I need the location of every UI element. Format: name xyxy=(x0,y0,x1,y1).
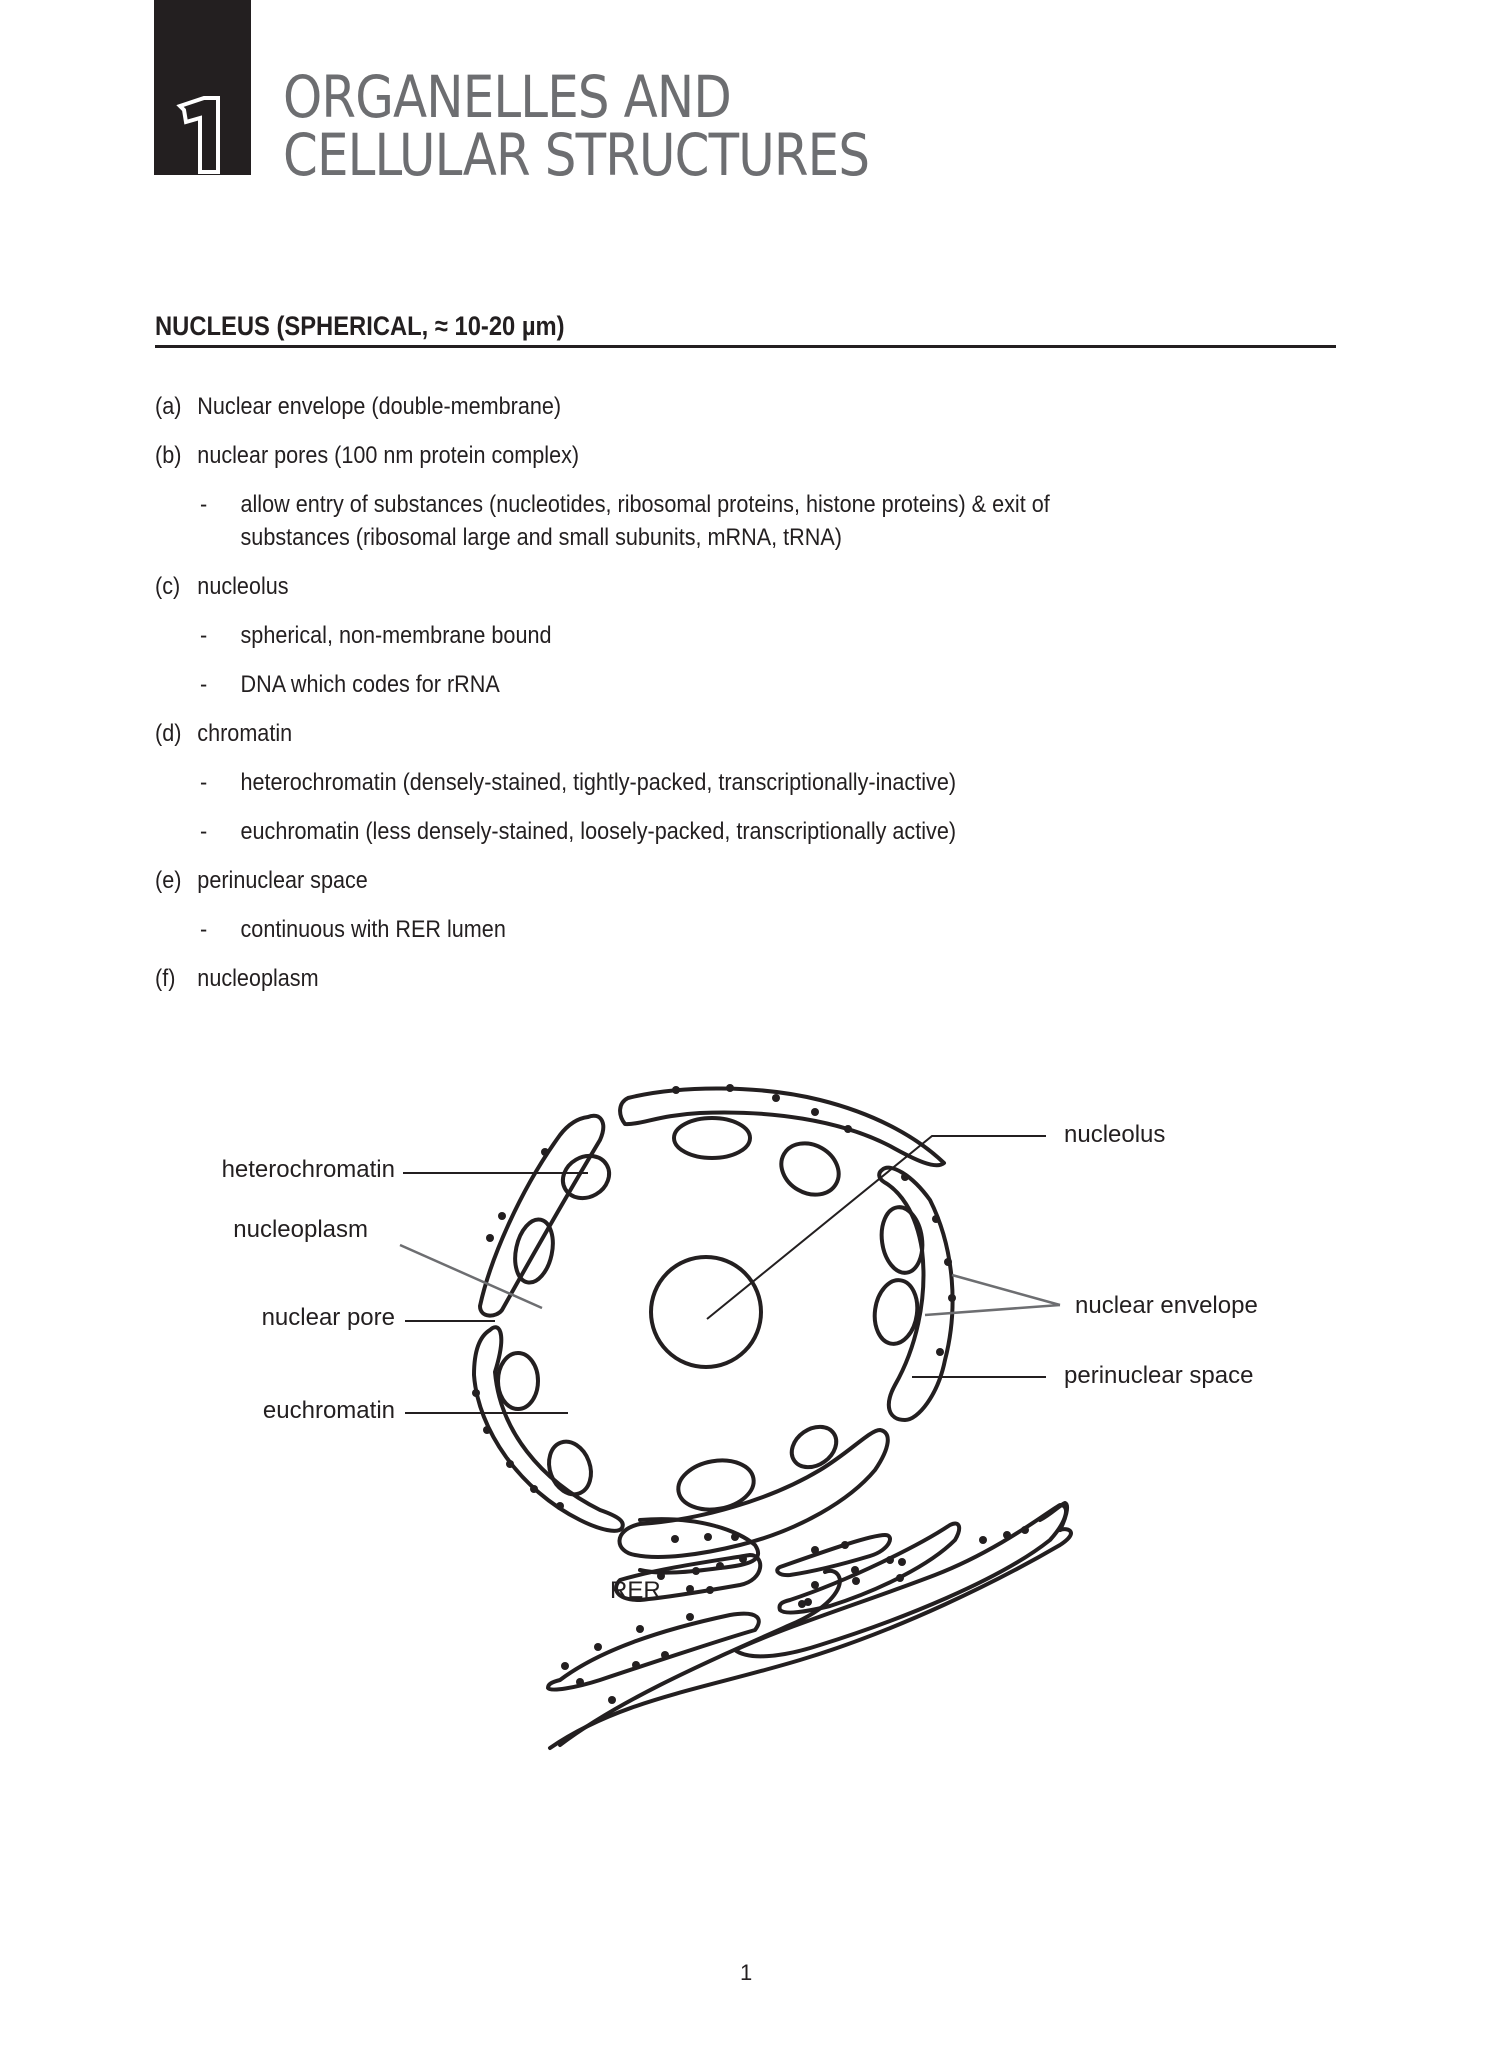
chromatin-blob xyxy=(674,1118,750,1158)
label-perinuclear-space: perinuclear space xyxy=(1064,1362,1254,1389)
label-rer: RER xyxy=(610,1577,661,1604)
item-text: substances (ribosomal large and small subunits, mRNA, tRNA) xyxy=(240,524,842,551)
bullet-dash: - xyxy=(200,818,208,845)
item-text: euchromatin (less densely-stained, loosely-packed, transcriptionally active) xyxy=(240,818,957,845)
item-text: Nuclear envelope (double-membrane) xyxy=(197,393,562,420)
envelope-bottom xyxy=(619,1430,887,1557)
ribosomes xyxy=(472,1084,1029,1704)
bullet-dash: - xyxy=(200,769,208,796)
bullet-dash: - xyxy=(200,491,208,518)
item-text: DNA which codes for rRNA xyxy=(240,671,500,698)
item-text: nucleolus xyxy=(197,573,289,600)
label-heterochromatin: heterochromatin xyxy=(221,1156,395,1183)
item-text: chromatin xyxy=(197,720,293,747)
chromatin-blob xyxy=(784,1418,844,1475)
diagram-labels xyxy=(222,1121,1258,1604)
chapter-title-line1: ORGANELLES AND xyxy=(283,63,731,131)
rer-cisterna xyxy=(777,1535,890,1575)
item-label: (f) xyxy=(155,965,176,992)
nucleolus xyxy=(651,1257,761,1367)
rer-outline xyxy=(548,1503,1071,1748)
label-euchromatin: euchromatin xyxy=(262,1397,395,1424)
item-label: (c) xyxy=(155,573,181,600)
label-nucleolus: nucleolus xyxy=(1064,1121,1166,1148)
bullet-dash: - xyxy=(200,916,208,943)
label-nucleoplasm: nucleoplasm xyxy=(233,1216,368,1243)
bullet-dash: - xyxy=(200,671,208,698)
item-text: perinuclear space xyxy=(197,867,368,894)
rer-cisterna xyxy=(550,1529,1071,1748)
item-label: (e) xyxy=(155,867,182,894)
nucleus-outline xyxy=(474,1088,953,1556)
label-nuclear-envelope: nuclear envelope xyxy=(1075,1292,1258,1319)
item-label: (b) xyxy=(155,442,182,469)
grey-leader-lines xyxy=(400,1245,1060,1315)
chromatin-blob xyxy=(772,1133,848,1205)
item-label: (a) xyxy=(155,393,182,420)
item-label: (d) xyxy=(155,720,182,747)
item-text: allow entry of substances (nucleotides, ribosomal proteins, histone proteins) & exit of xyxy=(240,491,1050,518)
nuclear-envelope-leader-inner xyxy=(925,1305,1060,1315)
bullet-dash: - xyxy=(200,622,208,649)
chapter-title-line2: CELLULAR STRUCTURES xyxy=(283,121,870,189)
item-text: spherical, non-membrane bound xyxy=(240,622,552,649)
envelope-lower-left xyxy=(474,1327,623,1531)
nuclear-envelope-leader-outer xyxy=(952,1275,1060,1305)
chromatin-blob xyxy=(674,1455,757,1515)
section-heading: NUCLEUS (SPHERICAL, ≈ 10-20 µm) xyxy=(155,311,565,341)
item-text: continuous with RER lumen xyxy=(240,916,506,943)
item-text: nuclear pores (100 nm protein complex) xyxy=(197,442,580,469)
label-nuclear-pore: nuclear pore xyxy=(261,1304,395,1331)
item-text: nucleoplasm xyxy=(197,965,319,992)
chromatin-blob xyxy=(498,1353,538,1409)
page-number: 1 xyxy=(740,1960,753,1985)
item-text: heterochromatin (densely-stained, tightly-packed, transcriptionally-inactive) xyxy=(240,769,957,796)
